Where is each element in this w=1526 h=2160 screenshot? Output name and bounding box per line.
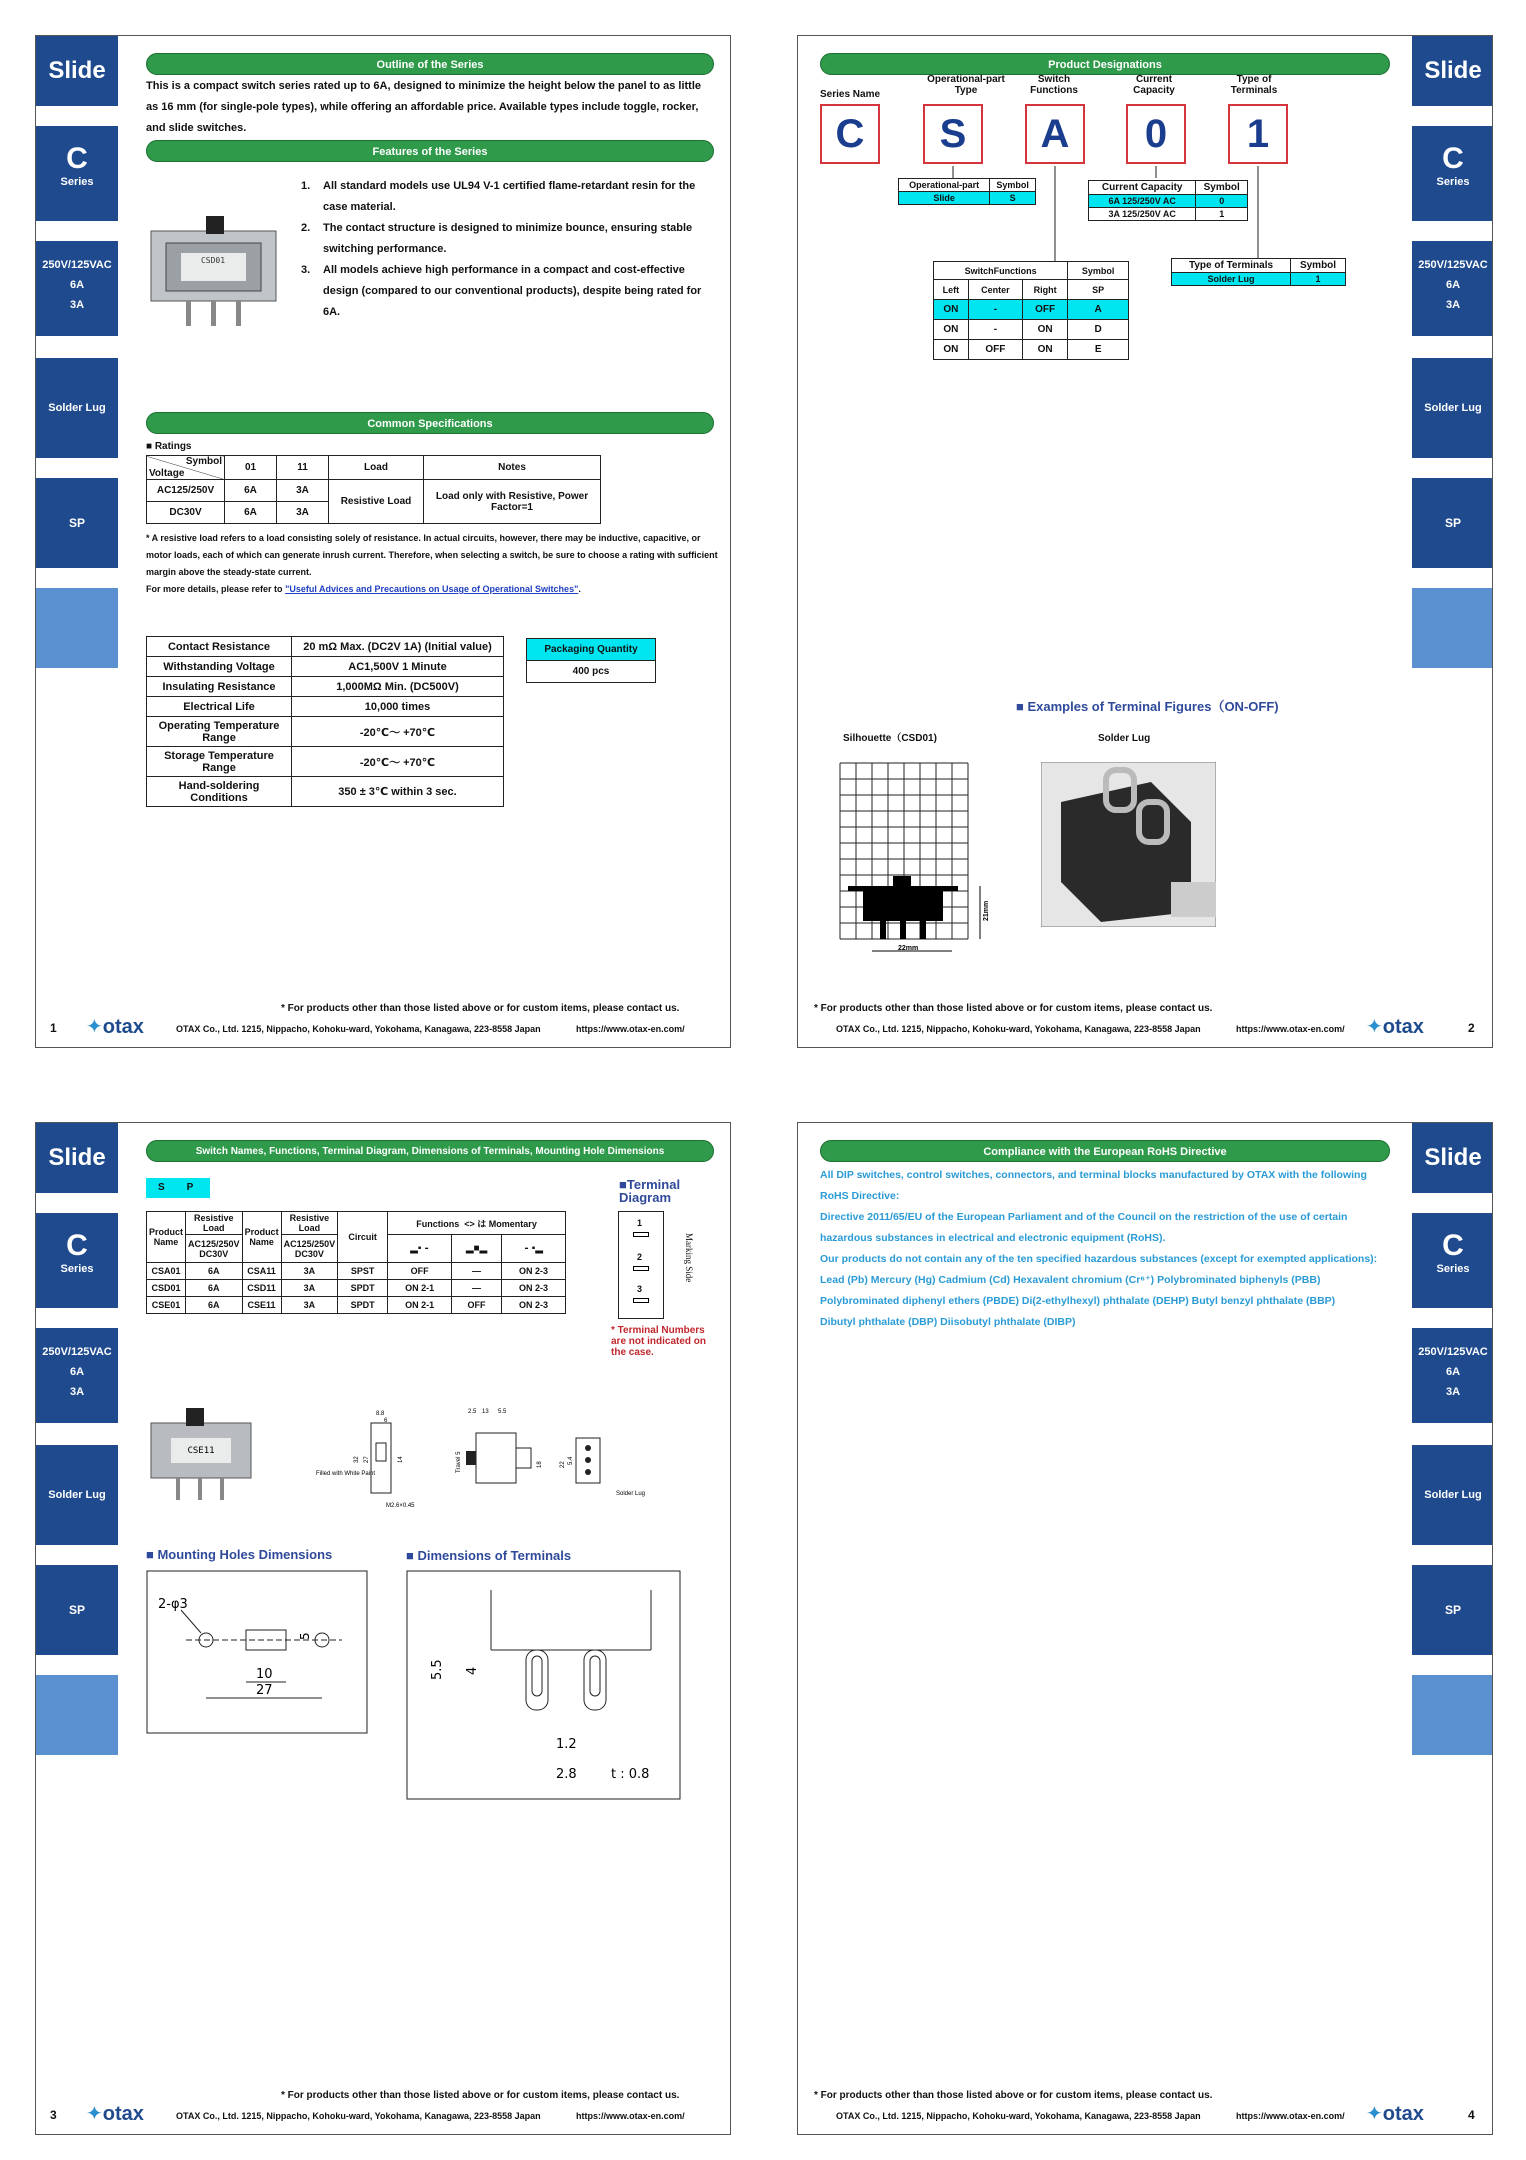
svg-text:5.4: 5.4 (568, 1456, 574, 1465)
svg-text:CSE11: CSE11 (187, 1446, 215, 1456)
svg-text:CSD01: CSD01 (200, 256, 226, 265)
terminal-diagram: 1 2 3 (618, 1211, 664, 1319)
packaging-table: Packaging Quantity 400 pcs (526, 638, 656, 683)
page-2 (797, 35, 1493, 1048)
svg-text:10: 10 (256, 1667, 273, 1682)
tab-c-series: C Series (36, 126, 118, 221)
svg-text:M2.6×0.45: M2.6×0.45 (386, 1503, 415, 1509)
op-type-label: Operational-part Type (927, 74, 1005, 96)
switch-functions-table: SwitchFunctions Symbol Left Center Right SP ON - OFF A ON - ON D ON OFF ON E (933, 261, 1129, 360)
common-spec-title: Common Specifications (146, 412, 714, 434)
page3-title: Switch Names, Functions, Terminal Diagram, Dimensions of Terminals, Mounting Hole Dimensions (146, 1140, 714, 1162)
terminal-diagram-title: ■Terminal Diagram (619, 1177, 681, 1205)
mounting-holes-title: ■ Mounting Holes Dimensions (146, 1547, 333, 1562)
svg-text:Travel 5: Travel 5 (456, 1451, 462, 1473)
tab-c-series: C Series (1412, 1213, 1493, 1308)
op-table: Operational-part Symbol Slide S (898, 178, 1036, 205)
ratings-note: * A resistive load refers to a load consisting solely of resistance. In actual circuits, however, there may be inductive, capacitive, or motor loads, each of which can generate inrush current. Therefore, when selecting a switch, be sure to choose a rating with sufficient margin above the steady-state current. For more details, please refer to "Useful Advices and Precautions on Usage of Operational Switches". (146, 533, 718, 594)
feature-1: 1. All standard models use UL94 V-1 certified flame-retardant resin for the case material. (301, 180, 696, 213)
svg-text:6: 6 (384, 1418, 388, 1424)
silhouette-grid (838, 761, 998, 961)
footer-company: OTAX Co., Ltd. 1215, Nippacho, Kohoku-ward, Yokohama, Kanagawa, 223-8558 Japan (176, 2111, 541, 2121)
svg-text:2-φ3: 2-φ3 (158, 1597, 188, 1612)
tab-solder-lug: Solder Lug (36, 358, 118, 458)
footer-company: OTAX Co., Ltd. 1215, Nippacho, Kohoku-ward, Yokohama, Kanagawa, 223-8558 Japan (836, 2111, 1201, 2121)
silhouette-label: Silhouette（CSD01) (843, 733, 937, 744)
solder-lug-photo (1041, 762, 1216, 927)
tab-slide: Slide (36, 36, 118, 106)
code-op: S (923, 104, 983, 164)
footer-url[interactable]: https://www.otax-en.com/ (576, 2111, 685, 2121)
terminal-table: Type of Terminals Symbol Solder Lug 1 (1171, 258, 1346, 286)
tab-sp: SP (1412, 478, 1493, 568)
tab-sp: SP (1412, 1565, 1493, 1655)
precautions-link[interactable]: "Useful Advices and Precautions on Usage of Operational Switches" (285, 584, 579, 594)
footer-url[interactable]: https://www.otax-en.com/ (1236, 1024, 1345, 1034)
code-switch: A (1025, 104, 1085, 164)
tab-solder-lug: Solder Lug (1412, 358, 1493, 458)
svg-text:t : 0.8: t : 0.8 (611, 1767, 650, 1782)
tab-slide: Slide (36, 1123, 118, 1193)
features-title: Features of the Series (146, 140, 714, 162)
svg-text:14: 14 (398, 1456, 404, 1463)
svg-text:21mm: 21mm (983, 900, 990, 921)
svg-text:22: 22 (560, 1461, 566, 1468)
series-name-label: Series Name (820, 89, 881, 100)
svg-text:5.5: 5.5 (498, 1409, 507, 1415)
otax-logo: ✦otax (1366, 1016, 1424, 1038)
mounting-holes-drawing (146, 1570, 368, 1735)
svg-text:5.5: 5.5 (430, 1659, 445, 1680)
code-current: 0 (1126, 104, 1186, 164)
terminal-dimensions-title: ■ Dimensions of Terminals (406, 1548, 572, 1563)
svg-text:5: 5 (298, 1632, 312, 1640)
terminal-type-label: Type of Terminals (1230, 74, 1278, 96)
tab-c-series: C Series (36, 1213, 118, 1308)
ratings-label: ■ Ratings (146, 441, 192, 452)
solder-lug-label: Solder Lug (1098, 733, 1151, 744)
otax-logo: ✦otax (86, 1016, 144, 1038)
terminal-dimensions-drawing (406, 1570, 681, 1800)
switch-photo (146, 211, 281, 331)
rohs-title: Compliance with the European RoHS Directive (820, 1140, 1390, 1162)
tab-empty (1412, 1675, 1493, 1755)
current-table: Current Capacity Symbol 6A 125/250V AC 0 3A 125/250V AC 1 (1088, 180, 1248, 221)
feature-2: 2. The contact structure is designed to minimize bounce, ensuring stable switching performance. (301, 222, 693, 255)
svg-text:13: 13 (482, 1409, 489, 1415)
tab-rating: 250V/125VAC 6A 3A (1412, 241, 1493, 336)
svg-text:18: 18 (537, 1461, 543, 1468)
svg-text:Solder Lug: Solder Lug (616, 1491, 646, 1497)
dimension-drawings (146, 1403, 726, 1523)
footer-company: OTAX Co., Ltd. 1215, Nippacho, Kohoku-ward, Yokohama, Kanagawa, 223-8558 Japan (176, 1024, 541, 1034)
page-1 (35, 35, 731, 1048)
tab-slide: Slide (1412, 1123, 1493, 1193)
footer-company: OTAX Co., Ltd. 1215, Nippacho, Kohoku-ward, Yokohama, Kanagawa, 223-8558 Japan (836, 1024, 1201, 1034)
marking-side-label: Marking Side (684, 1233, 694, 1283)
ratings-table: Symbol Voltage 01 11 Load Notes AC125/250V 6A 3A Resistive Load Load only with Resistive, Power Factor=1 DC30V 6A 3A (146, 455, 601, 524)
tab-rating: 250V/125VAC 6A 3A (1412, 1328, 1493, 1423)
terminal-note: * Terminal Numbers are not indicated on the case. (611, 1325, 707, 1358)
tab-empty (36, 588, 118, 668)
page-number: 1 (50, 1021, 57, 1035)
footer-url[interactable]: https://www.otax-en.com/ (1236, 2111, 1345, 2121)
designations-title: Product Designations (820, 53, 1390, 75)
code-series: C (820, 104, 880, 164)
footer-note: * For products other than those listed above or for custom items, please contact us. (281, 1003, 680, 1014)
svg-text:2.8: 2.8 (556, 1767, 577, 1782)
svg-text:Filled with White Paint: Filled with White Paint (316, 1471, 376, 1477)
tab-sp: SP (36, 478, 118, 568)
rohs-text: All DIP switches, control switches, connectors, and terminal blocks manufactured by OTAX with the following RoHS Directive: Directive 2011/65/EU of the European Parliament and of the Council on the restriction of the use of certain hazardous substances in electrical and electronic equipment (RoHS). Our products do not contain any of the ten specified hazardous substances (except for exempted applications): Lead (Pb) Mercury (Hg) Cadmium (Cd) Hexavalent chromium (Cr⁶⁺) Polybrominated biphenyls (PBB) Polybrominated diphenyl ethers (PBDE) Di(2-ethylhexyl) phthalate (DEHP) Butyl benzyl phthalate (BBP) Dibutyl phthalate (DBP) Diisobutyl phthalate (DIBP) (820, 1169, 1378, 1328)
svg-text:2.5: 2.5 (468, 1409, 477, 1415)
current-capacity-label: Current Capacity (1133, 74, 1175, 96)
footer-note: * For products other than those listed above or for custom items, please contact us. (814, 1003, 1213, 1014)
connector-lines (798, 36, 1398, 296)
otax-logo: ✦otax (1366, 2103, 1424, 2125)
spec-table: Contact Resistance 20 mΩ Max. (DC2V 1A) (Initial value) Withstanding Voltage AC1,500V 1 Minute Insulating Resistance 1,000MΩ Min. (DC500V) Electrical Life 10,000 times Operating Temperature Range -20℃～ +70℃ Storage Temperature Range -20℃～ +70℃ Hand-soldering Conditions 350 ± 3℃ within 3 sec. (146, 636, 504, 807)
outline-text: This is a compact switch series rated up to 6A, designed to minimize the height below the panel to as little as 16 mm (for single-pole types), while offering an affordable price. Available types include toggle, rocker, and slide switches. (146, 80, 701, 134)
tab-empty (1412, 588, 1493, 668)
footer-url[interactable]: https://www.otax-en.com/ (576, 1024, 685, 1034)
tab-solder-lug: Solder Lug (1412, 1445, 1493, 1545)
page-3 (35, 1122, 731, 2135)
page-4 (797, 1122, 1493, 2135)
svg-text:1.2: 1.2 (556, 1737, 577, 1752)
switch-functions-label: Switch Functions (1030, 74, 1078, 96)
svg-text:22mm: 22mm (898, 945, 919, 952)
examples-title: ■ Examples of Terminal Figures（ON-OFF) (1016, 699, 1279, 714)
tab-slide: Slide (1412, 36, 1493, 106)
features-list (301, 176, 716, 323)
tab-c-series: C Series (1412, 126, 1493, 221)
svg-text:27: 27 (364, 1456, 370, 1463)
sp-badge: S P (146, 1178, 210, 1198)
svg-text:32: 32 (354, 1456, 360, 1463)
code-terminal: 1 (1228, 104, 1288, 164)
footer-note: * For products other than those listed above or for custom items, please contact us. (281, 2090, 680, 2101)
tab-solder-lug: Solder Lug (36, 1445, 118, 1545)
outline-title: Outline of the Series (146, 53, 714, 75)
tab-rating: 250V/125VAC 6A 3A (36, 241, 118, 336)
feature-3: 3. All models achieve high performance in a compact and cost-effective design (compared to our conventional products), despite being rated for 6A. (301, 264, 702, 318)
page-number: 3 (50, 2108, 57, 2122)
footer-note: * For products other than those listed above or for custom items, please contact us. (814, 2090, 1213, 2101)
otax-logo: ✦otax (86, 2103, 144, 2125)
tab-empty (36, 1675, 118, 1755)
switch-names-table: Product Name Resistive Load Product Name Resistive Load Circuit Functions <> は Momentary AC125/250V DC30V AC125/250V DC30V ▂▪ ⁃ ▂■▂ ⁃ ▪▂ CSA01 6A CSA11 3A SPST OFF — ON 2-3 CSD01 6A CSD11 3A SPDT ON 2-1 — ON 2-3 CSE01 6A CSE11 3A SPDT ON 2-1 OFF ON 2-3 (146, 1211, 566, 1314)
tab-rating: 250V/125VAC 6A 3A (36, 1328, 118, 1423)
svg-text:27: 27 (256, 1683, 273, 1698)
svg-text:4: 4 (465, 1666, 480, 1675)
tab-sp: SP (36, 1565, 118, 1655)
page-number: 4 (1468, 2108, 1475, 2122)
svg-text:8.8: 8.8 (376, 1411, 385, 1417)
page-number: 2 (1468, 1021, 1475, 1035)
